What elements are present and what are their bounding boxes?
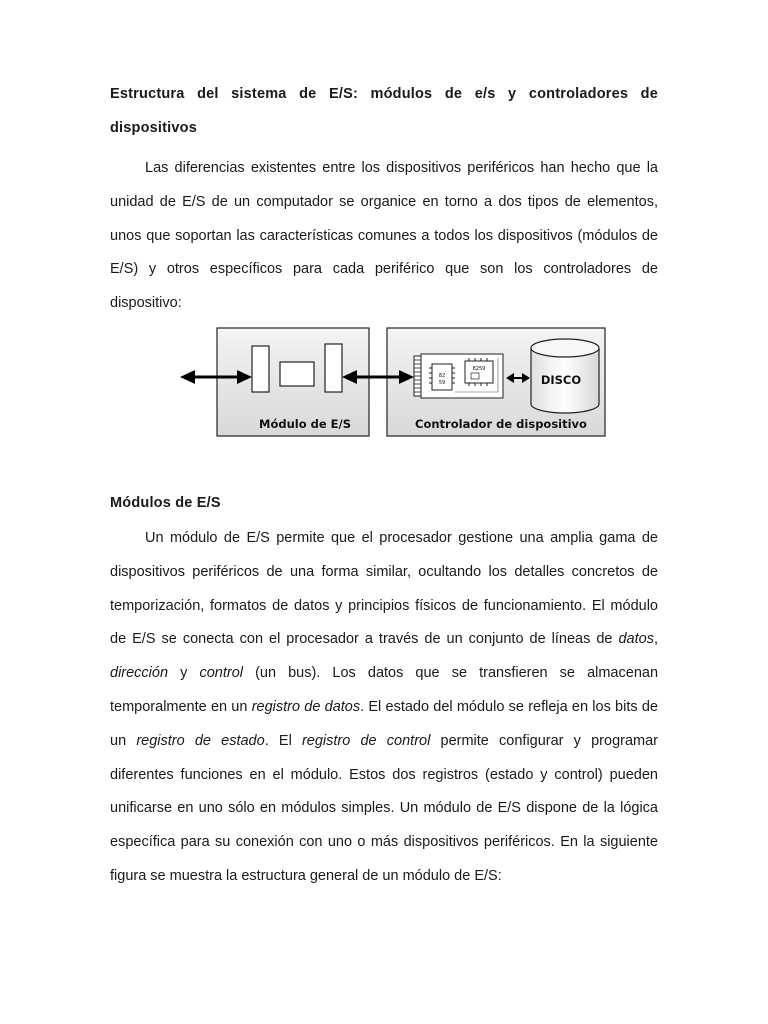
controller-label: Controlador de dispositivo	[415, 417, 587, 431]
module-text-4: . El	[264, 732, 302, 749]
module-controller-arrow	[342, 370, 414, 384]
circuit-board-icon	[414, 354, 503, 398]
term-datos: datos	[618, 631, 654, 648]
module-text-2: (un bus). Los datos que se transfieren se almacenan temporalmente en un	[110, 665, 659, 715]
module-register	[280, 362, 314, 386]
term-registro-datos: registro de datos	[251, 698, 361, 715]
section-heading: Módulos de E/S	[110, 495, 221, 511]
module-label: Módulo de E/S	[259, 417, 351, 431]
term-registro-estado: registro de estado	[136, 732, 265, 749]
term-control: control	[199, 665, 243, 682]
module-sep-1: ,	[653, 631, 658, 648]
term-registro-control: registro de control	[301, 732, 431, 749]
chip-left-label-bottom: 59	[438, 380, 446, 386]
bus-arrow-left	[180, 370, 252, 384]
chip-right-label: 8259	[472, 366, 486, 372]
disk-label: DISCO	[540, 373, 582, 387]
module-left-port	[252, 346, 269, 392]
module-paragraph	[110, 522, 658, 894]
chip-left-label-top: 82	[438, 373, 446, 379]
intro-paragraph-text: Las diferencias existentes entre los dispositivos periféricos han hecho que la unidad de E/S de un computador se organice en torno a dos tipos de elementos, unos que soportan las características comunes a todos los dispositivos (módulos de E/S) y otros específicos para cada periférico que son los controladores de dispositivo:	[110, 160, 658, 312]
module-text-1: Un módulo de E/S permite que el procesador gestione una amplia gama de dispositivos periféricos de una forma similar, ocultando los detalles concretos de temporización, formatos de datos y principios físicos de funcionamiento. El módulo de E/S se conecta con el procesador a través de un conjunto de líneas de	[110, 530, 658, 648]
title-line-1: Estructura del sistema de E/S: módulos de e/s y controladores de	[110, 86, 658, 102]
module-text-3: . El estado del módulo se refleja en los bits de un	[110, 698, 658, 749]
term-direccion: dirección	[110, 665, 169, 682]
module-sep-2: y	[168, 665, 200, 682]
title-line-2: dispositivos	[110, 120, 197, 136]
module-right-port	[325, 344, 342, 392]
io-structure-diagram	[0, 0, 768, 480]
module-text-5: permite configurar y programar diferentes funciones en el módulo. Estos dos registros (estado y control) pueden unificarse en uno sólo en módulos simples. Un módulo de E/S dispone de la lógica específica para su conexión con uno o más dispositivos periféricos. En la siguiente figura se muestra la estructura general de un módulo de E/S:	[110, 732, 658, 884]
